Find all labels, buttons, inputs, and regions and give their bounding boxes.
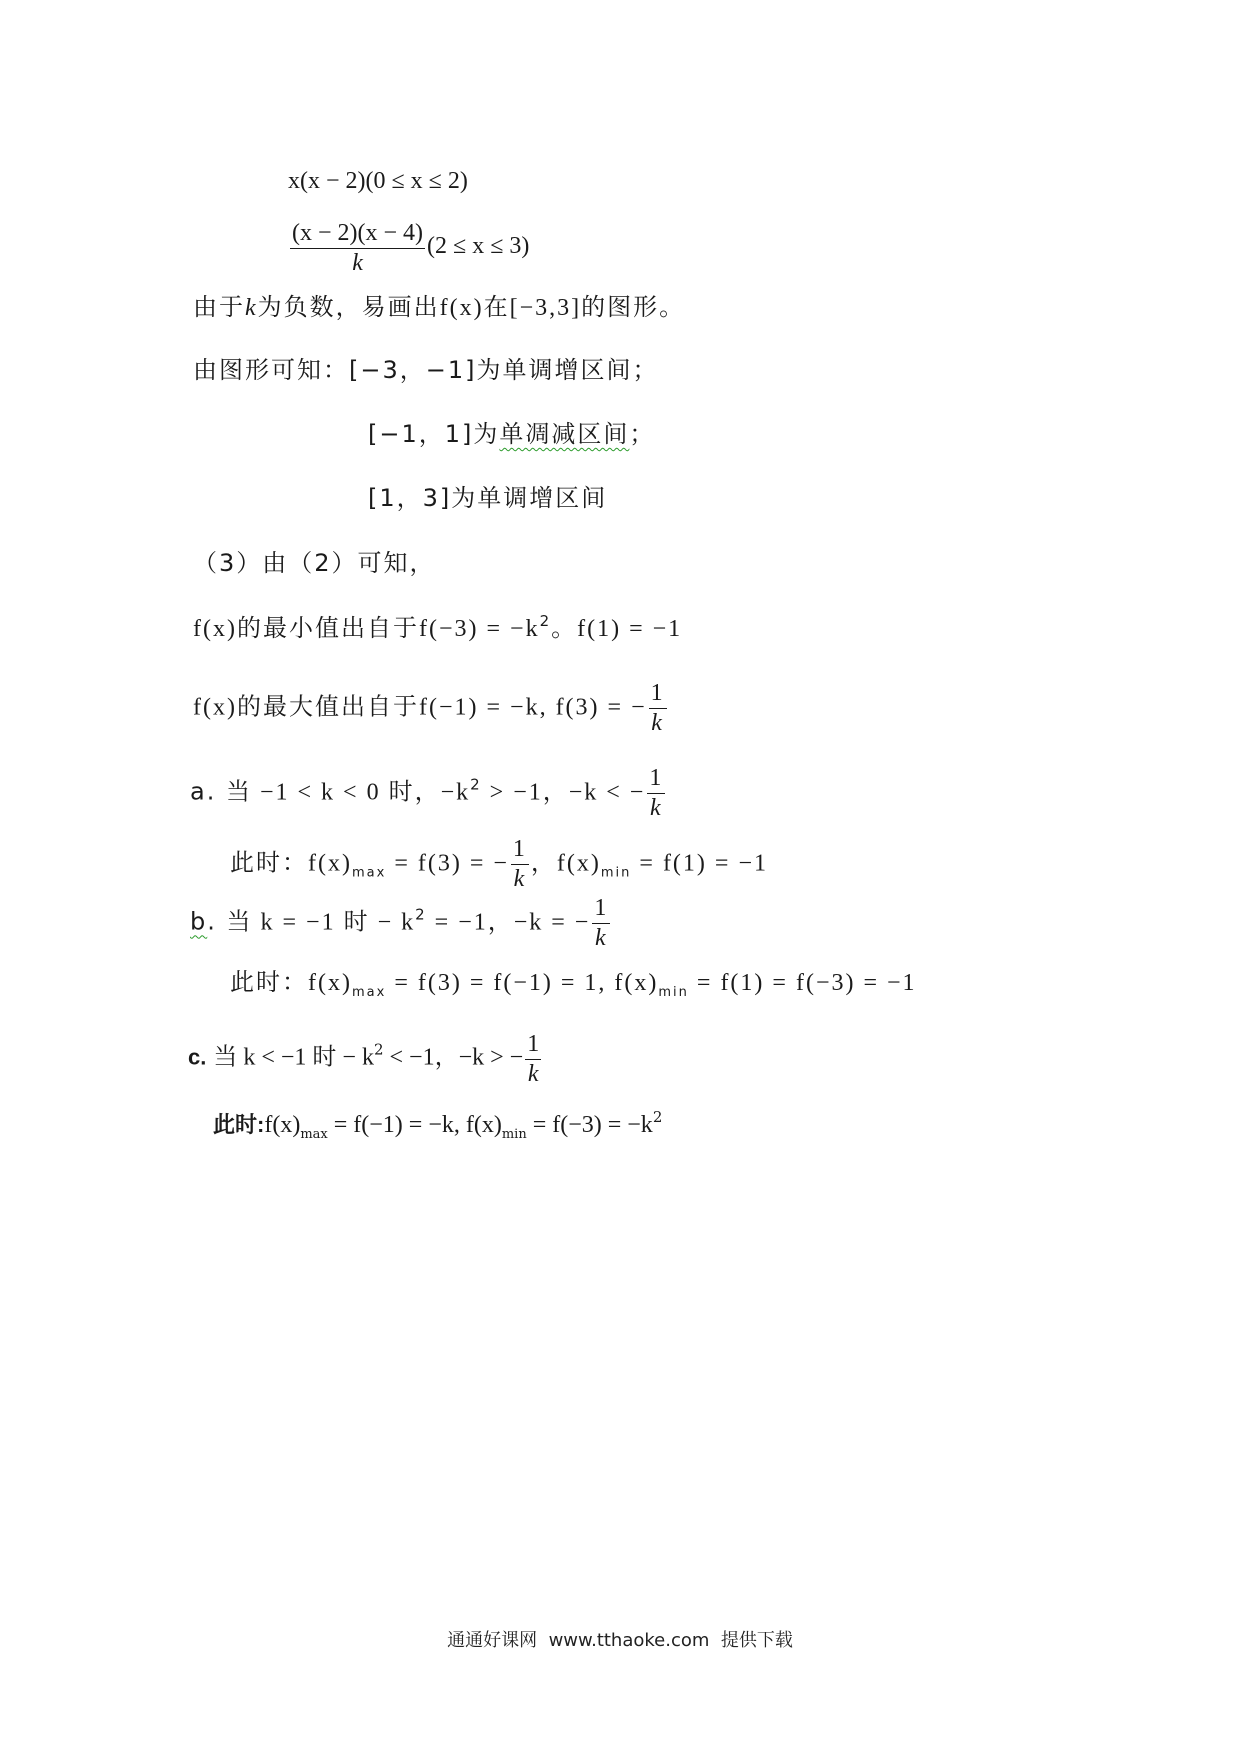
fraction: $\frac{(x - 2)(x - 4)}{k}$ [292,220,424,276]
case-c-result: 此时$:f(x)_{max} = f(-1) = -k$, $f(x)_{min} = f(-3) = -k^2$ [213,1108,663,1142]
fraction: $\frac{1}{k}$ [650,680,665,736]
footer-site-name: 通通好课网 [447,1630,538,1651]
case-b: b. 当 k = −1 时 − $k^2 = -1$，−k = − $\frac{1}{k}$ [190,895,609,951]
page-footer [0,1626,1240,1652]
case-a: a. 当 −1 < k < 0 时，$-k^2 > -1$，−k < − $\frac{1}{k}$ [190,765,664,821]
case-b-result: 此时：$f(x)_{max} = f(3) = f(-1) = 1$, $f(x)_{min} = f(1) = f(-3) = -1$ [230,968,917,1000]
formula-piece-2: $\frac{(x - 2)(x - 4)}{k}$ (2 ≤ x ≤ 3) [292,220,530,276]
text-line-5: （3）由（2）可知， [193,549,436,577]
fraction: $\frac{1}{k}$ [527,1031,540,1087]
formula-piece-1: x(x − 2)(0 ≤ x ≤ 2) [288,168,468,194]
text-line-1: 由于k为负数，易画出f(x)在[−3,3]的图形。 [193,293,686,321]
text-line-max: f(x)的最大值出自于f(−1) = −k, f(3) = − $\frac{1}{k}$ [193,680,665,736]
text-line-3: [−1，1]为单凋减区间； [368,420,656,448]
text-line-2: 由图形可知：[−3，−1]为单调增区间； [193,356,659,384]
footer-url-link[interactable]: www.tthaoke.com [548,1630,710,1651]
case-c: c. 当 k < −1 时 − $k^2 < -1$，−k > − $\frac{1}{k}$ [188,1031,540,1087]
fraction: $\frac{1}{k}$ [594,895,609,951]
case-a-result: 此时：$f(x)_{max} = f(3)$ = − $\frac{1}{k}$ ，$f(x)_{min} = f(1) = -1$ [230,836,768,892]
fraction: $\frac{1}{k}$ [512,836,527,892]
text-line-min: f(x)的最小值出自于$f(-3) = -k^2$。f(1) = −1 [193,612,683,642]
fraction: $\frac{1}{k}$ [649,765,664,821]
footer-action: 提供下载 [720,1630,793,1651]
text-line-4: [1，3]为单调增区间 [368,484,608,512]
